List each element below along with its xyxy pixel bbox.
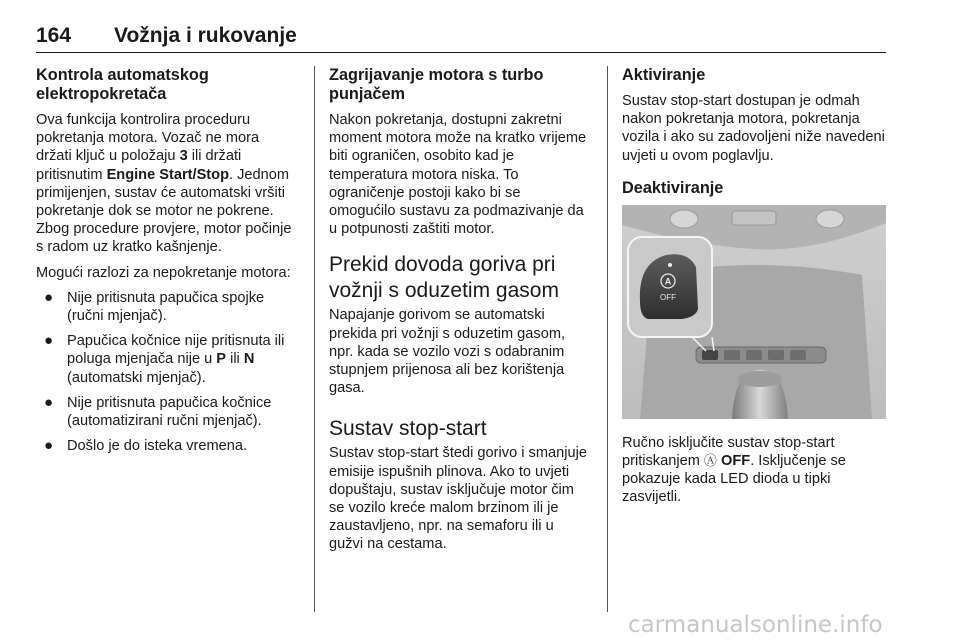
heading-stop-start: Sustav stop-start <box>329 417 487 441</box>
button-off-label: OFF <box>660 292 676 302</box>
column-divider-1 <box>314 66 315 612</box>
strip-button <box>746 350 762 360</box>
gear-p: P <box>216 351 227 368</box>
climate-knob-right <box>816 210 844 228</box>
watermark: carmanualsonline.info <box>628 612 883 638</box>
list-item <box>36 437 298 455</box>
page-header <box>36 24 886 53</box>
turbo-warmup-paragraph: Nakon pokretanja, dostupni zakretni moment motora može na kratko vrijeme biti ograničen, osobito kad je temperatura motora niska. To ograničenje postoji kako bi se omogućilo sustavu za podmazivanje da u potpunosti zaštiti motor. <box>329 112 587 238</box>
stop-start-paragraph: Sustav stop-start štedi gorivo i smanjuje emisije ispušnih plinova. Ako to uvjeti dopuštaju, sustav isključuje motor čim se vozilo kreće malom brzinom ili je zaustavljeno, npr. na semaforu ili u gužvi na cestama. <box>329 445 587 553</box>
key-position: 3 <box>179 148 188 165</box>
climate-knob-left <box>670 210 698 228</box>
text-run: . Isključenje se pokazuje kada LED dioda u tipki zasvijetli. <box>622 453 846 506</box>
list-item-text: Došlo je do isteka vremena. <box>67 438 248 455</box>
deactivation-paragraph <box>622 434 886 507</box>
heading-fuel-cutoff: Prekid dovoda goriva pri vožnji s oduzetim gasom <box>329 253 559 303</box>
strip-button <box>790 350 806 360</box>
list-item-text: ili <box>226 351 244 368</box>
list-item-text: Nije pritisnuta papučica kočnice (automatizirani ručni mjenjač). <box>67 394 272 430</box>
column-1 <box>36 66 298 462</box>
center-control <box>732 211 776 225</box>
auto-stop-symbol: A <box>664 276 672 287</box>
led-indicator-icon <box>668 263 672 267</box>
heading-starter-control: Kontrola automatskog elektropokretača <box>36 66 209 103</box>
text-run: Ručno isključite sustav stop-start pritiskanjem <box>622 434 835 470</box>
text-run: . Jednom primijenjen, sustav će automatski vršiti pokretanje dok se motor ne pokrene. Zbog procedure provjere, motor počinje s radom uz kratko kašnjenje. <box>36 166 292 256</box>
list-item-text: (automatski mjenjač). <box>67 369 206 386</box>
stop-start-button-illustration <box>622 205 886 419</box>
heading-deactivation: Deaktiviranje <box>622 178 724 197</box>
gear-lever-top <box>738 371 782 387</box>
bullet-icon: ● <box>44 288 54 306</box>
strip-button <box>768 350 784 360</box>
bullet-icon: ● <box>44 437 54 455</box>
chapter-title: Vožnja i rukovanje <box>114 24 297 47</box>
column-3 <box>622 66 886 514</box>
engine-start-stop-label: Engine Start/Stop <box>106 166 229 183</box>
strip-button <box>724 350 740 360</box>
auto-stop-icon: Ⓐ <box>703 453 717 469</box>
text-run: Ova funkcija kontrolira proceduru pokretanja motora. Vozač ne mora držati ključ u položaju <box>36 112 260 165</box>
list-item-text: Papučica kočnice nije pritisnuta ili poluga mjenjača nije u <box>67 333 285 368</box>
column-2 <box>329 66 591 561</box>
fuel-cutoff-paragraph: Napajanje gorivom se automatski prekida pri vožnji s oduzetim gasom, npr. kada se vozilo vozi s odabranim stupnjem prijenosa ali bez korištenja gasa. <box>329 307 566 397</box>
heading-turbo-warmup: Zagrijavanje motora s turbo punjačem <box>329 66 544 103</box>
heading-activation: Aktiviranje <box>622 66 706 84</box>
strip-button <box>702 350 718 360</box>
text-run: ili držati pritisnutim <box>36 148 242 183</box>
gear-n: N <box>243 351 255 368</box>
list-item <box>36 394 298 430</box>
list-item <box>36 289 298 325</box>
activation-paragraph: Sustav stop-start dostupan je odmah nakon pokretanja motora, pokretanja vozila i ako su zadovoljeni niže navedeni uvjeti u ovom poglavlju. <box>622 93 885 164</box>
list-item-text: Nije pritisnuta papučica spojke (ručni mjenjač). <box>67 289 265 325</box>
reasons-intro: Mogući razlozi za nepokretanje motora: <box>36 264 291 281</box>
list-item <box>36 332 298 387</box>
page-number: 164 <box>36 24 72 47</box>
starter-control-paragraph <box>36 111 298 257</box>
bullet-icon: ● <box>44 393 54 411</box>
column-divider-2 <box>607 66 608 612</box>
off-label: OFF <box>721 453 751 470</box>
bullet-icon: ● <box>44 332 54 350</box>
reasons-list <box>36 289 298 456</box>
